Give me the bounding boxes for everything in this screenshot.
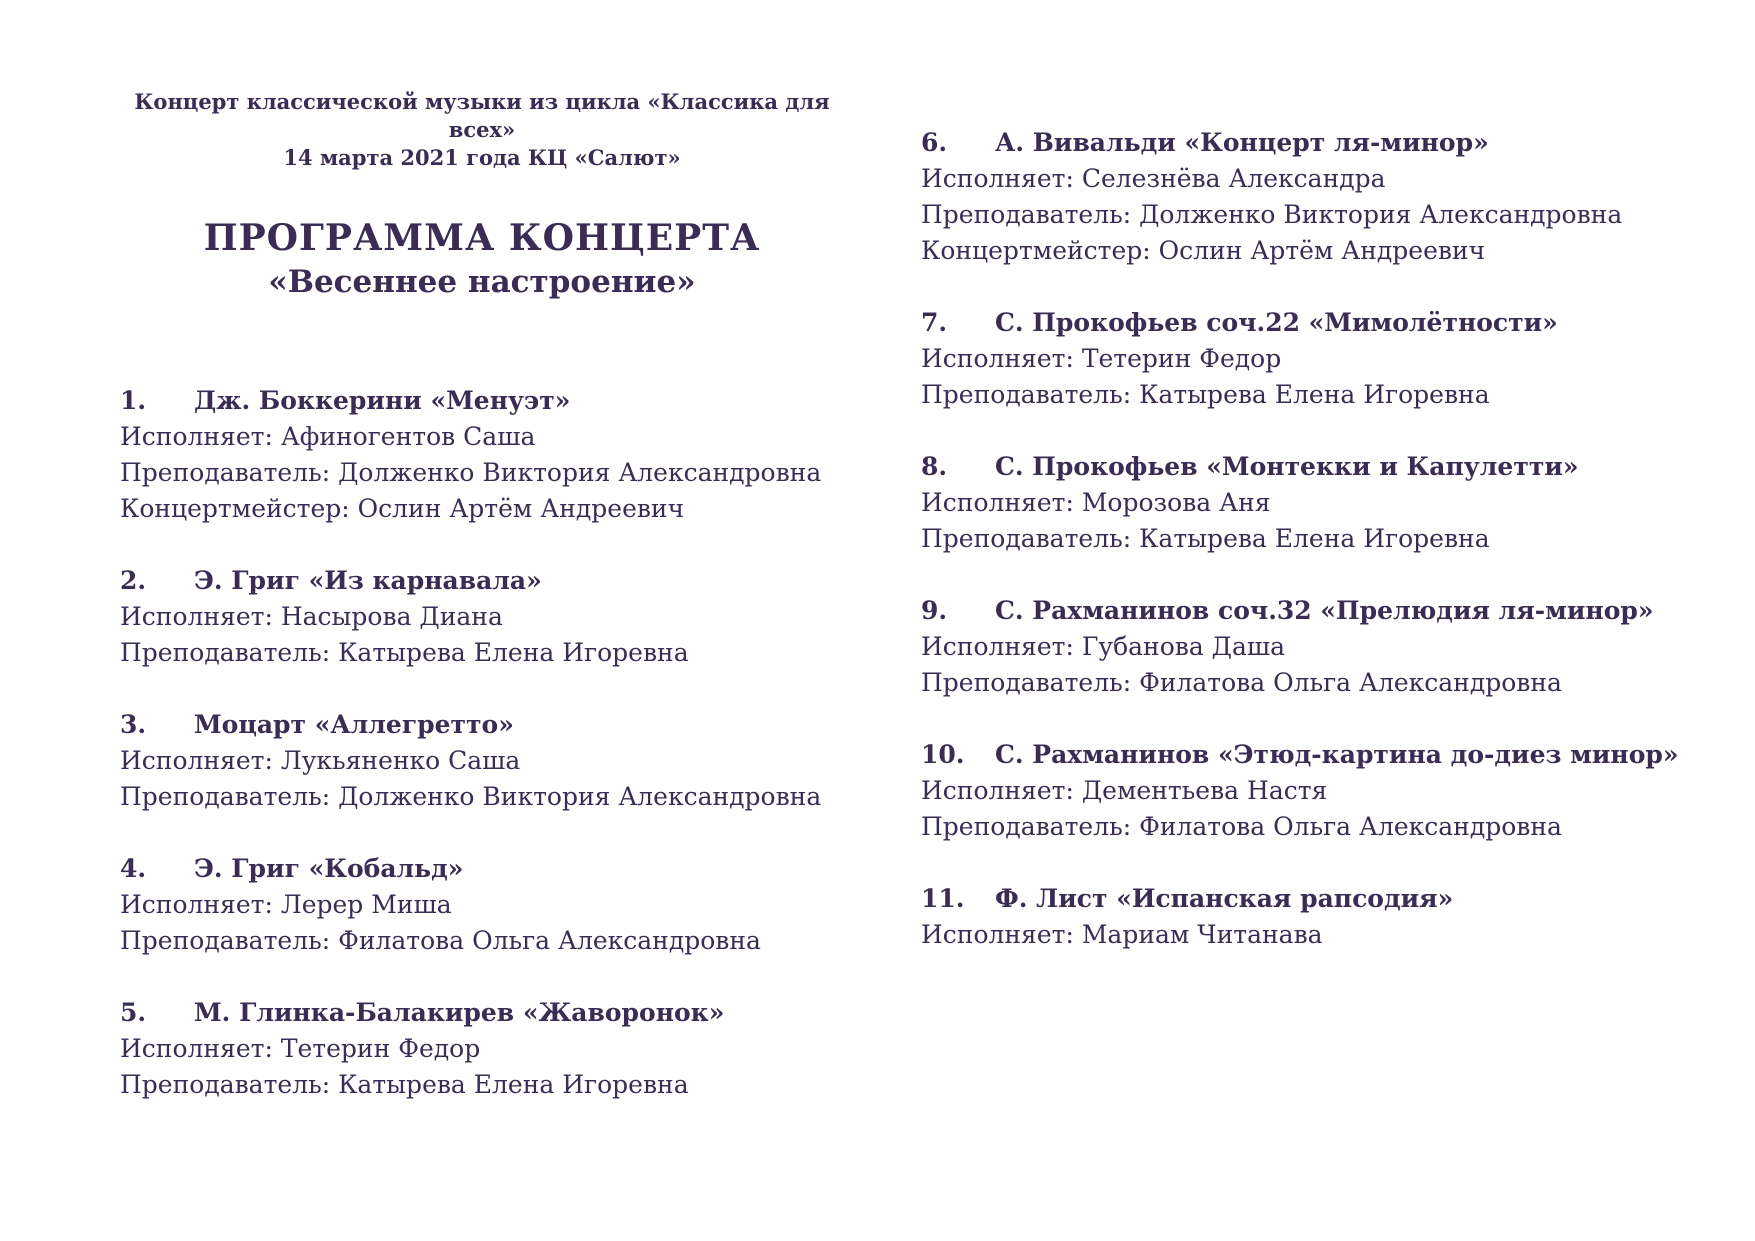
program-item (120, 707, 880, 815)
program-item (921, 737, 1681, 845)
program-item (921, 125, 1681, 269)
program-item-number: 3. (120, 710, 147, 739)
program-item (921, 881, 1681, 953)
program-item-detail: Преподаватель: Катырева Елена Игоревна (120, 638, 689, 667)
program-item-detail: Преподаватель: Долженко Виктория Александровна (120, 458, 822, 487)
subtitle-line-1: Концерт классической музыки из цикла «Классика для всех» (134, 89, 830, 142)
program-item (120, 563, 880, 671)
program-item-title (120, 383, 880, 419)
program-item-piece: С. Рахманинов «Этюд-картина до-диез минор» (995, 740, 1679, 769)
program-item-detail: Исполняет: Тетерин Федор (120, 1034, 481, 1063)
program-item-detail: Концертмейстер: Ослин Артём Андреевич (120, 494, 685, 523)
program-item-detail: Преподаватель: Долженко Виктория Александровна (921, 200, 1623, 229)
program-item-detail: Преподаватель: Катырева Елена Игоревна (120, 1070, 689, 1099)
program-item-piece: М. Глинка-Балакирев «Жаворонок» (194, 998, 725, 1027)
program-item-number: 1. (120, 386, 147, 415)
page-title: ПРОГРАММА КОНЦЕРТА (203, 217, 761, 259)
page-title-sub: «Весеннее настроение» (268, 264, 696, 300)
program-item-piece: А. Вивальди «Концерт ля-минор» (995, 128, 1489, 157)
program-item-piece: Моцарт «Аллегретто» (194, 710, 514, 739)
program-item-title (120, 851, 880, 887)
program-item (921, 449, 1681, 557)
program-item-detail: Исполняет: Селезнёва Александра (921, 164, 1386, 193)
program-item-detail: Исполняет: Лерер Миша (120, 890, 452, 919)
program-item-title (921, 125, 1681, 161)
program-item-detail: Преподаватель: Катырева Елена Игоревна (921, 524, 1490, 553)
program-item (921, 305, 1681, 413)
program-item-title (921, 881, 1681, 917)
program-item-piece: С. Рахманинов соч.32 «Прелюдия ля-минор» (995, 596, 1654, 625)
program-item-title (921, 449, 1681, 485)
program-item-piece: Э. Григ «Из карнавала» (194, 566, 542, 595)
program-item-title (120, 563, 880, 599)
program-item-detail: Преподаватель: Филатова Ольга Александровна (120, 926, 761, 955)
program-item-detail: Исполняет: Насырова Диана (120, 602, 503, 631)
program-item-detail: Исполняет: Дементьева Настя (921, 776, 1328, 805)
program-item-number: 4. (120, 854, 147, 883)
program-item (120, 383, 880, 527)
program-item-number: 11. (921, 884, 965, 913)
program-item-detail: Исполняет: Мариам Читанава (921, 920, 1323, 949)
program-item-detail: Преподаватель: Долженко Виктория Александровна (120, 782, 822, 811)
program-item-detail: Исполняет: Афиногентов Саша (120, 422, 536, 451)
program-item-detail: Преподаватель: Филатова Ольга Александровна (921, 812, 1562, 841)
program-item-detail: Исполняет: Тетерин Федор (921, 344, 1282, 373)
program-item (921, 593, 1681, 701)
program-item-detail: Исполняет: Лукьяненко Саша (120, 746, 521, 775)
program-item (120, 995, 880, 1103)
program-item-title (921, 737, 1681, 773)
program-item-detail: Преподаватель: Филатова Ольга Александровна (921, 668, 1562, 697)
program-item-piece: С. Прокофьев соч.22 «Мимолётности» (995, 308, 1558, 337)
program-column-left (120, 383, 880, 1139)
program-item-title (120, 707, 880, 743)
program-item-detail: Исполняет: Губанова Даша (921, 632, 1286, 661)
program-item-number: 6. (921, 128, 948, 157)
program-item-number: 8. (921, 452, 948, 481)
program-item-number: 2. (120, 566, 147, 595)
program-item-piece: Ф. Лист «Испанская рапсодия» (995, 884, 1454, 913)
program-item-piece: С. Прокофьев «Монтекки и Капулетти» (995, 452, 1579, 481)
subtitle-line-2: 14 марта 2021 года КЦ «Салют» (283, 145, 681, 170)
program-item-number: 10. (921, 740, 965, 769)
program-item-piece: Э. Григ «Кобальд» (194, 854, 464, 883)
program-item-piece: Дж. Боккерини «Менуэт» (194, 386, 571, 415)
program-item-title (120, 995, 880, 1031)
program-item-detail: Преподаватель: Катырева Елена Игоревна (921, 380, 1490, 409)
header-block (110, 88, 854, 302)
program-item-title (921, 593, 1681, 629)
program-item-number: 9. (921, 596, 948, 625)
program-item-number: 5. (120, 998, 147, 1027)
program-item-number: 7. (921, 308, 948, 337)
program-item-title (921, 305, 1681, 341)
program-item-detail: Концертмейстер: Ослин Артём Андреевич (921, 236, 1486, 265)
program-item-detail: Исполняет: Морозова Аня (921, 488, 1271, 517)
program-item (120, 851, 880, 959)
program-column-right (921, 125, 1681, 989)
